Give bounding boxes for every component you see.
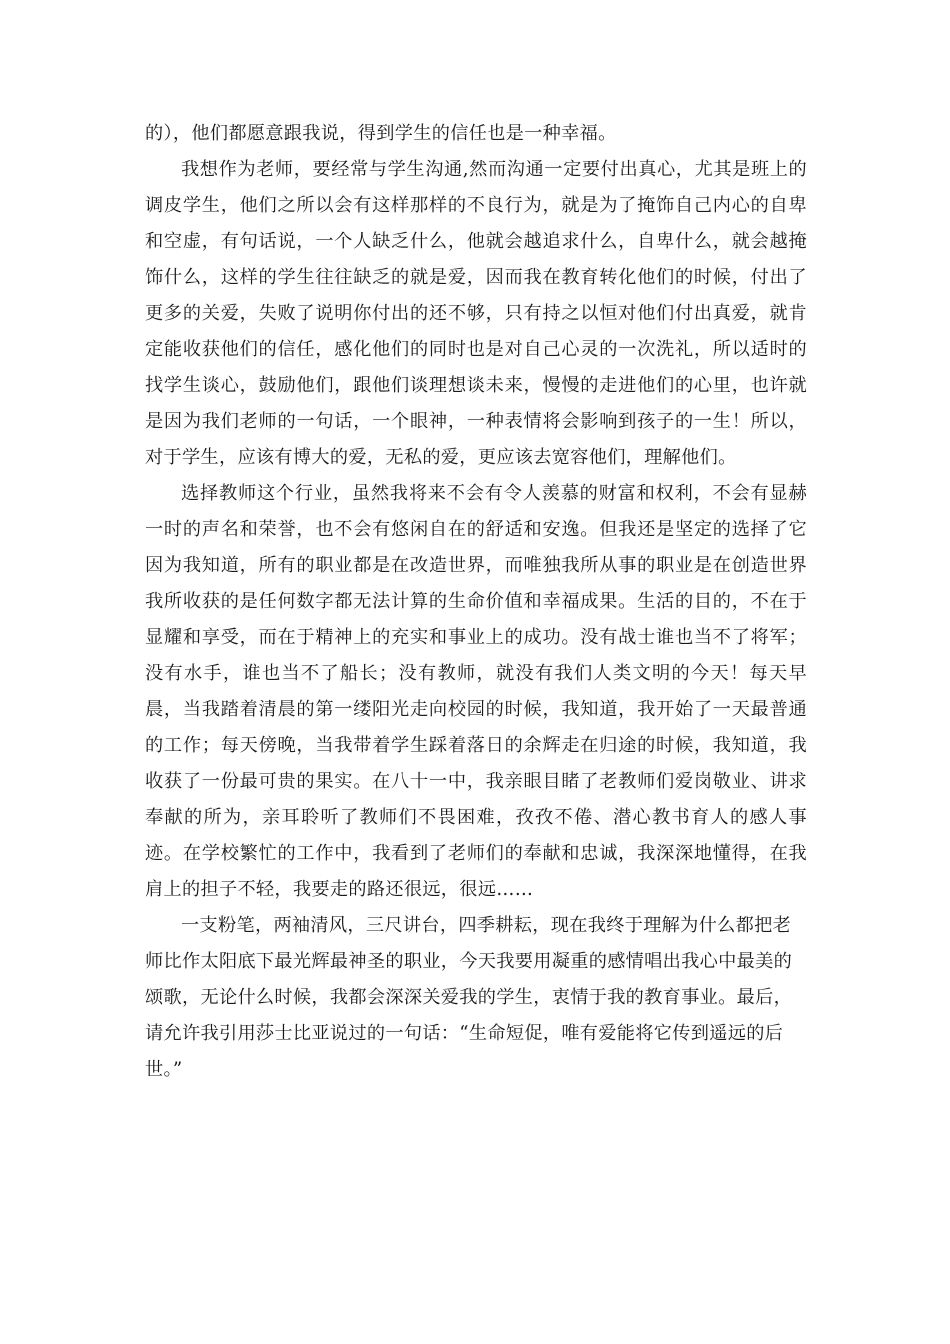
paragraph-trust: 的），他们都愿意跟我说，得到学生的信任也是一种幸福。: [145, 123, 617, 144]
paragraph-conclusion: 一支粉笔，两袖清风，三尺讲台，四季耕耘，现在我终于理解为什么都把老师比作太阳底下最光辉最神圣的职业，今天我要用凝重的感情唱出我心中最美的颂歌，无论什么时候，我都会深深关爱我的学生，衷情于我的教育事业。最后，请允许我引用莎士比亚说过的一句话：“生命短促，唯有爱能将它传到遥远的后世。”: [145, 915, 793, 1080]
body-text: [145, 116, 807, 1088]
paragraph-choosing-teaching: 选择教师这个行业，虽然我将来不会有令人羡慕的财富和权利，不会有显赫一时的声名和荣誉，也不会有悠闲自在的舒适和安逸。但我还是坚定的选择了它因为我知道，所有的职业都是在改造世界，而唯独我所从事的职业是在创造世界我所收获的是任何数字都无法计算的生命价值和幸福成果。生活的目的，不在于显耀和享受，而在于精神上的充实和事业上的成功。没有战士谁也当不了将军；没有水手，谁也当不了船长；没有教师，就没有我们人类文明的今天！每天早晨，当我踏着清晨的第一缕阳光走向校园的时候，我知道，我开始了一天最普通的工作；每天傍晚，当我带着学生踩着落日的余辉走在归途的时候，我知道，我收获了一份最可贵的果实。在八十一中，我亲眼目睹了老教师们爱岗敬业、讲求奉献的所为，亲耳聆听了教师们不畏困难，孜孜不倦、潜心教书育人的感人事迹。在学校繁忙的工作中，我看到了老师们的奉献和忠诚，我深深地懂得，在我肩上的担子不轻，我要走的路还很远，很远……: [145, 483, 807, 900]
paragraph-communication: 我想作为老师，要经常与学生沟通,然而沟通一定要付出真心，尤其是班上的调皮学生，他们之所以会有这样那样的不良行为，就是为了掩饰自己内心的自卑和空虚，有句话说，一个人缺乏什么，他就会越追求什么，自卑什么，就会越掩饰什么，这样的学生往往缺乏的就是爱，因而我在教育转化他们的时候，付出了更多的关爱，失败了说明你付出的还不够，只有持之以恒对他们付出真爱，就肯定能收获他们的信任，感化他们的同时也是对自己心灵的一次洗礼，所以适时的找学生谈心，鼓励他们，跟他们谈理想谈未来，慢慢的走进他们的心里，也许就是因为我们老师的一句话，一个眼神，一种表情将会影响到孩子的一生！所以，对于学生，应该有博大的爱，无私的爱，更应该去宽容他们，理解他们。: [145, 159, 807, 468]
